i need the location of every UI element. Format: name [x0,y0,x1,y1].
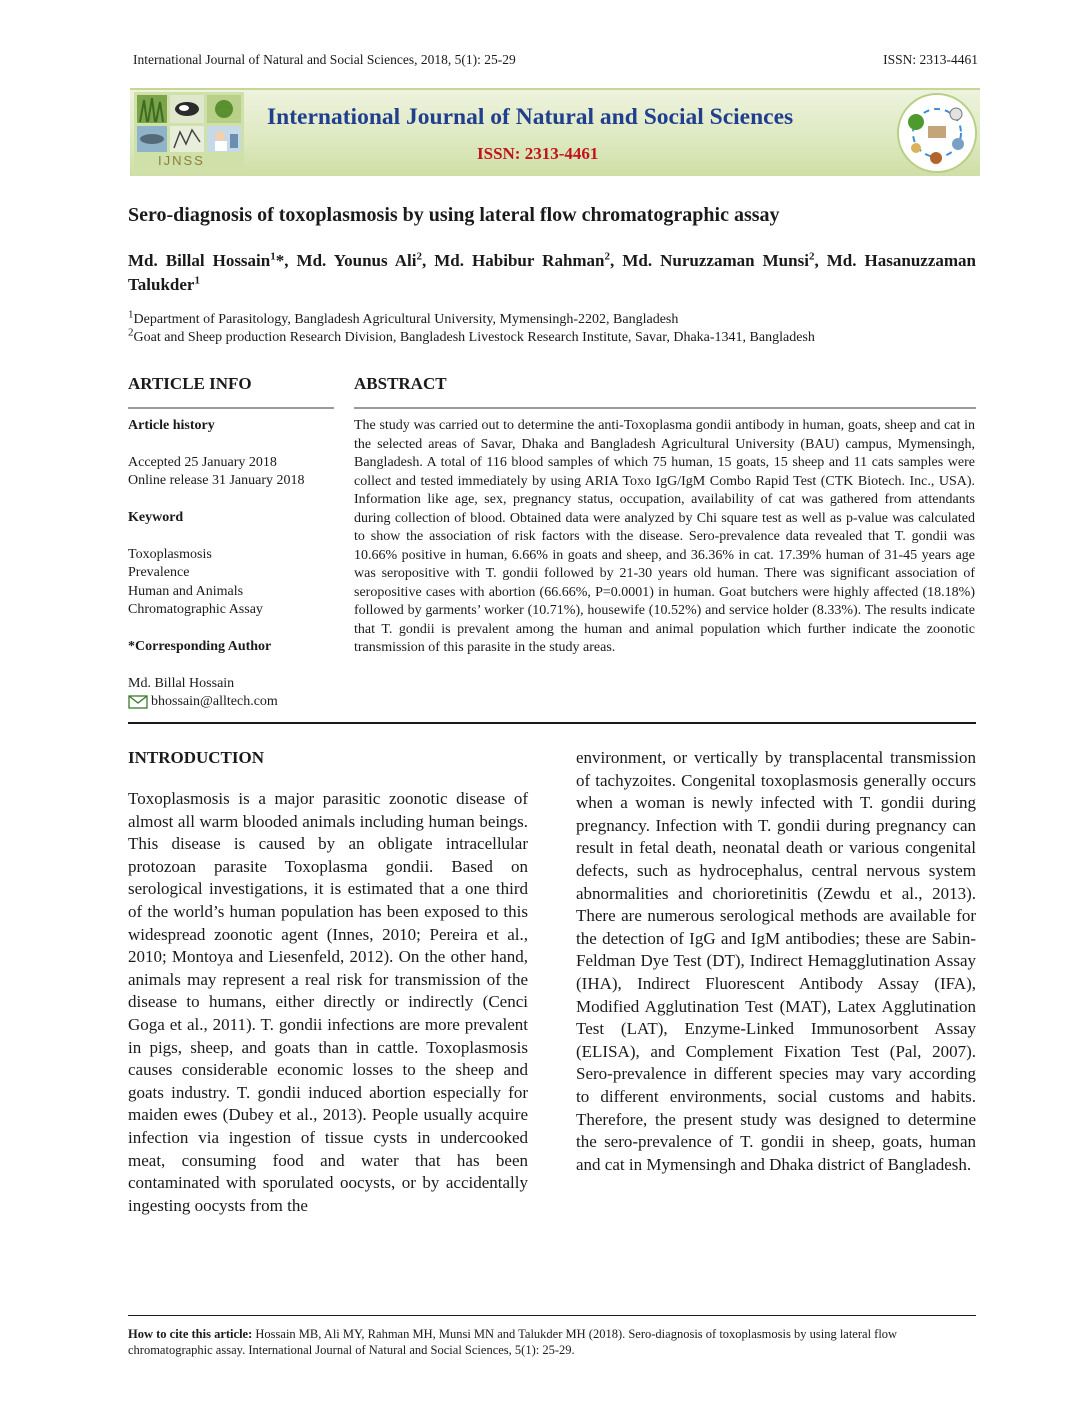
affiliation-line [128,308,815,329]
abstract-text: The study was carried out to determine the anti-Toxoplasma gondii antibody in human, goats, sheep and cat in the selected areas of Savar, Dhaka and Bangladesh Agricultural University (BAU) campus, Mymensingh, Bangladesh. A total of 116 blood samples of which 75 human, 15 goats, 15 sheep and 11 cats samples were collect and tested immediately by using ARIA Toxo IgG/IgM Combo Rapid Test (CTK Biotech. Inc., USA). Information like age, sex, pregnancy status, occupation, availability of cat was gathered from attendants during collection of blood. Obtained data were analyzed by Chi square test as well as p-value was calculated to show the association of risk factors with the disease. Sero-prevalence data revealed that T. gondii was 10.66% positive in human, 6.66% in goats and sheep, and 36.36% in cat. 17.39% human of 31-45 years age was seropositive with T. gondii followed by 21-30 years old human. There was significant association of seropositive cases with abortion (66.66%, P=0.0001) in human. Goat butchers were highly affected (18.18%) followed by garments’ worker (10.71%), housewife (10.52%) and service holder (8.33%). The results indicate that T. gondii is prevalent among the human and animal population which further indicate the zoonotic transmission of this parasite in the study areas. [354,418,975,655]
abstract-heading: ABSTRACT [354,374,447,393]
author-affiliation-mark: 2 [604,250,611,263]
article-info-heading: ARTICLE INFO [128,374,252,393]
abstract-divider [354,407,976,409]
footer-divider [128,1315,976,1316]
email-address[interactable]: bhossain@alltech.com [151,694,278,710]
envelope-icon [128,695,148,709]
journal-name: International Journal of Natural and Social Sciences [267,104,794,130]
affiliation-text: Department of Parasitology, Bangladesh Agricultural University, Mymensingh-2202, Bangladesh [133,312,679,327]
affiliation-line [128,326,815,347]
author-separator: , [421,251,435,270]
affiliation-mark: 1 [128,308,134,321]
citation-label: How to cite this article: [128,1327,253,1341]
author-name: Md. Billal Hossain [128,251,271,270]
author-name: Md. Hasanuzzaman Talukder [128,251,977,294]
journal-circle-logo [896,92,978,174]
accepted-date: Accepted 25 January 2018 [128,454,277,470]
keyword-item: Human and Animals [128,583,244,599]
author-affiliation-mark: 2 [808,250,815,263]
keyword-item: Toxoplasmosis [128,546,212,562]
author-list [128,249,976,297]
introduction-heading: INTRODUCTION [128,748,265,767]
affiliations [128,308,815,347]
affiliation-text: Goat and Sheep production Research Division, Bangladesh Livestock Research Institute, Savar, Dhaka-1341, Bangladesh [133,330,815,345]
affiliation-mark: 2 [128,326,134,339]
author-affiliation-mark: 1 [194,274,200,287]
introduction-left-column: Toxoplasmosis is a major parasitic zoonotic disease of almost all warm blooded animals including human beings. This disease is caused by an obligate intracellular protozoan parasite Toxoplasma gondii. Based on serological investigations, it is estimated that a one third of the world’s human population has been exposed to this widespread zoonotic agent (Innes, 2010; Pereira et al., 2010; Montoya and Liesenfeld, 2012). On the other hand, animals may represent a real risk for transmission of the disease to humans, either directly or indirectly (Cenci Goga et al., 2011). T. gondii infections are more prevalent in pigs, sheep, and goats than in cattle. Toxoplasmosis causes considerable economic losses to the sheep and goats industry. T. gondii induced abortion especially for maiden ewes (Dubey et al., 2013). People usually acquire infection via ingestion of tissue cysts in undercooked meat, consuming food and water that has been contaminated with sporulated oocysts, or by accidentally ingesting oocysts from the [128,789,528,1215]
keyword-item: Prevalence [128,565,190,581]
author-separator: , [610,251,623,270]
article-info-panel [128,417,338,711]
author-separator: , [814,251,827,270]
author-name: Md. Younus Ali [296,251,417,270]
article-history-label: Article history [128,418,215,433]
running-header-issn: ISSN: 2313-4461 [883,52,978,67]
journal-issn: ISSN: 2313-4461 [477,144,599,163]
corresponding-author-label: *Corresponding Author [128,638,272,654]
author-affiliation-mark: 2 [416,250,422,263]
author-affiliation-mark: 1 [270,250,276,263]
corresponding-author-name: Md. Billal Hossain [128,675,235,691]
online-release-date: Online release 31 January 2018 [128,473,305,489]
author-name: Md. Habibur Rahman [434,251,605,270]
section-divider [128,722,976,724]
running-header-left: International Journal of Natural and Social Sciences, 2018, 5(1): 25-29 [133,52,516,67]
citation-block [128,1326,976,1358]
author-name: Md. Nuruzzaman Munsi [622,251,809,270]
journal-logo-text: IJNSS [158,153,205,168]
keyword-label: Keyword [128,510,184,525]
journal-banner [130,88,980,176]
corresponding-email[interactable] [128,693,338,711]
author-separator: *, [275,251,297,270]
citation-text: Hossain MB, Ali MY, Rahman MH, Munsi MN and Talukder MH (2018). Sero-diagnosis of toxoplasmosis by using lateral flow chromatographic assay. International Journal of Natural and Social Sciences, 5(1): 25-29. [128,1327,898,1357]
article-info-divider [128,407,334,409]
keyword-item: Chromatographic Assay [128,602,263,618]
introduction-right-column: environment, or vertically by transplacental transmission of tachyzoites. Congenital toxoplasmosis generally occurs when a woman is newly infected with T. gondii during pregnancy. Infection with T. gondii during pregnancy can result in fetal death, neonatal death or various congenital defects, such as hydrocephalus, central nervous system abnormalities and chorioretinitis (Zewdu et al., 2013). There are numerous serological methods are available for the detection of IgG and IgM antibodies; these are Sabin-Feldman Dye Test (DT), Indirect Hemagglutination Assay (IHA), Indirect Fluorescent Antibody Assay (IFA), Modified Agglutination Test (MAT), Latex Agglutination Test (LAT), Enzyme-Linked Immunosorbent Assay (ELISA), and Complement Fixation Test (Pal, 2007). Sero-prevalence in different species may vary according to different environments, social customs and habits. Therefore, the present study was designed to determine the sero-prevalence of T. gondii in sheep, goats, human and cat in Mymensingh and Dhaka district of Bangladesh. [576,748,976,1174]
paper-title: Sero-diagnosis of toxoplasmosis by using lateral flow chromatographic assay [128,204,780,226]
